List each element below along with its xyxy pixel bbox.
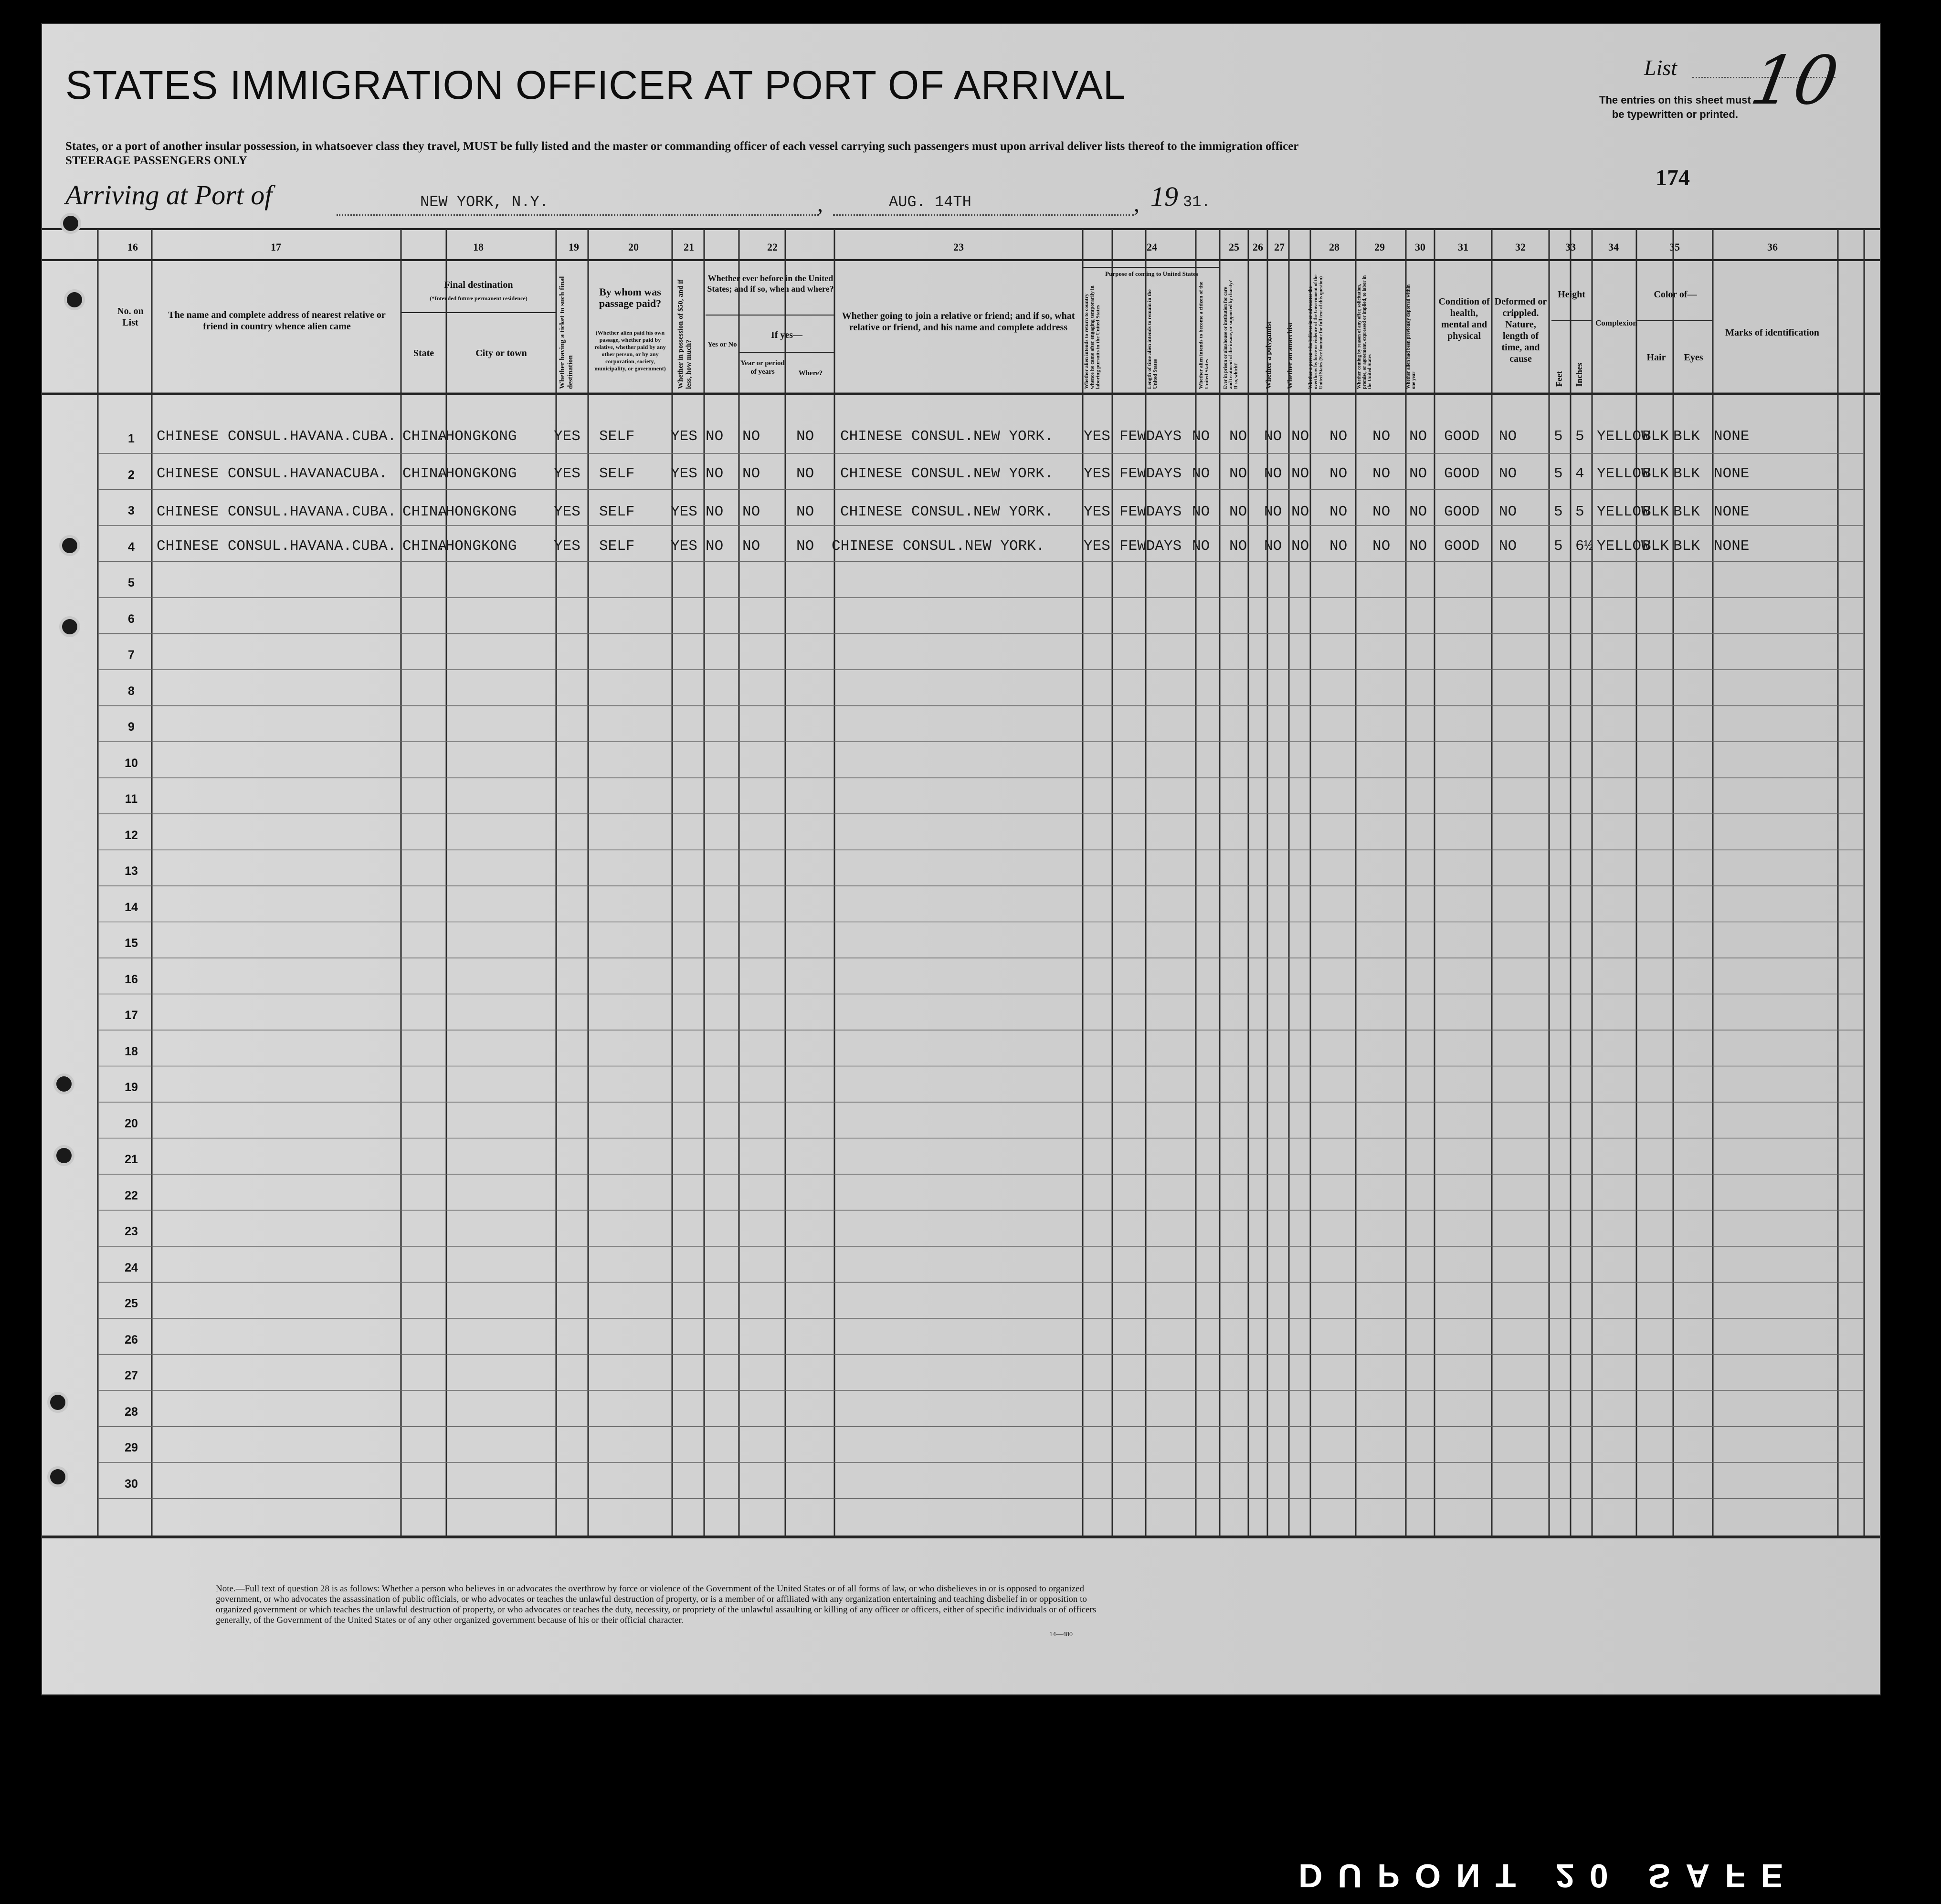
year-value: 31. xyxy=(1183,193,1211,211)
entry-eyes: BLK xyxy=(1673,428,1700,445)
entry-c28: NO xyxy=(1329,504,1348,520)
entry-fifty: YES xyxy=(671,504,697,520)
entry-fifty: YES xyxy=(671,428,697,445)
entry-paid: SELF xyxy=(599,465,635,482)
row-number: 14 xyxy=(125,900,138,914)
column-number: 16 xyxy=(127,241,138,253)
header-complexion: Complexion xyxy=(1595,318,1637,327)
entry-c25: NO xyxy=(1229,465,1247,482)
entry-c30: NO xyxy=(1409,465,1427,482)
entry-where: NO xyxy=(796,538,814,555)
entry-inches: 5 xyxy=(1575,504,1584,520)
column-number: 20 xyxy=(628,241,639,253)
column-number: 26 xyxy=(1253,241,1263,253)
column-number: 21 xyxy=(684,241,694,253)
entry-ticket: YES xyxy=(554,538,580,555)
entry-length: FEWDAYS xyxy=(1119,504,1182,520)
instructions-line-2: STEERAGE PASSENGERS ONLY xyxy=(65,154,247,167)
entry-eyes: BLK xyxy=(1673,504,1700,520)
entry-return: YES xyxy=(1084,504,1110,520)
sheet-number: 174 xyxy=(1656,165,1690,190)
row-number: 24 xyxy=(125,1261,138,1274)
row-number: 29 xyxy=(125,1441,138,1454)
entry-complexion: YELLOW xyxy=(1597,504,1650,520)
entry-state: CHINA xyxy=(402,538,447,555)
entry-complexion: YELLOW xyxy=(1597,465,1650,482)
column-number: 34 xyxy=(1608,241,1619,253)
entry-return: YES xyxy=(1084,538,1110,555)
row-number: 19 xyxy=(125,1081,138,1094)
row-number: 15 xyxy=(125,936,138,950)
entry-marks: NONE xyxy=(1714,465,1750,482)
entry-c27: NO xyxy=(1291,428,1309,445)
row-number: 3 xyxy=(128,504,135,517)
header-purpose-citizen: Whether alien intends to become a citizen of the United States xyxy=(1198,282,1210,389)
entry-city: .HONGKONG xyxy=(437,504,517,520)
header-col30: Whether alien had been previously deported within one year xyxy=(1406,284,1416,389)
entry-c25: NO xyxy=(1229,538,1247,555)
row-number: 11 xyxy=(125,792,138,806)
entry-relative: CHINESE CONSUL.HAVANA.CUBA. xyxy=(157,504,397,520)
footnote: Note.—Full text of question 28 is as follows: Whether a person who believes in or advocates the overthrow by force or violence of the Government of the United States or of all forms of law, or who disbelieves in or is opposed to organized government, or who advocates the assassination of public officials, or who advocates or teaches the unlawful destruction of property, or is a member of or affiliated with any organization entertaining and teaching disbelief in or opposition to organized government or which teaches the unlawful destruction of property, or who advocates or teaches the duty, necessity, or propriety of the unlawful assaulting or killing of any officer or officers, either of specific individuals or of officers generally, of the Government of the United States or of any other organized government because of his or their official character. xyxy=(216,1584,1097,1625)
header-final-destination-note: (*Intended future permanent residence) xyxy=(430,295,527,302)
entry-fifty: YES xyxy=(671,465,697,482)
header-inches: Inches xyxy=(1574,362,1584,387)
row-number: 23 xyxy=(125,1225,138,1238)
header-before-in-us: Whether ever before in the United States; and if so, when and where? xyxy=(707,274,834,294)
entry-hair: BLK xyxy=(1642,504,1669,520)
entry-c26: NO xyxy=(1264,465,1282,482)
page-title: STATES IMMIGRATION OFFICER AT PORT OF ARRIVAL xyxy=(65,63,1126,107)
entry-return: YES xyxy=(1084,465,1110,482)
header-col28: Whether a person who believes in or advocates the overthrow by force or violence of the Government of the United States (See footnote for full text of this question) xyxy=(1308,274,1324,389)
column-number: 29 xyxy=(1374,241,1385,253)
punch-hole xyxy=(62,538,77,553)
column-number: 27 xyxy=(1274,241,1285,253)
row-number: 12 xyxy=(125,828,138,842)
year-prefix: 19 xyxy=(1150,181,1178,212)
entry-city: .HONGKONG xyxy=(437,428,517,445)
header-where: Where? xyxy=(798,369,823,377)
entry-c29: NO xyxy=(1372,428,1391,445)
entry-eyes: BLK xyxy=(1673,538,1700,555)
entry-deformed: NO xyxy=(1499,504,1517,520)
column-number: 22 xyxy=(767,241,778,253)
row-number: 28 xyxy=(125,1405,138,1419)
punch-hole xyxy=(62,619,77,634)
entry-state: CHINA xyxy=(402,465,447,482)
entry-where: NO xyxy=(796,465,814,482)
entry-feet: 5 xyxy=(1554,465,1563,482)
header-condition: Condition of health, mental and physical xyxy=(1438,296,1490,341)
punch-hole xyxy=(56,1076,72,1092)
entry-inches: 4 xyxy=(1575,465,1584,482)
header-final-destination: Final destination xyxy=(444,280,513,290)
arriving-label: Arriving at Port of xyxy=(65,179,273,210)
list-number-handwritten: 10 xyxy=(1745,42,1844,120)
entries-note: The entries on this sheet must be typewritten or printed. xyxy=(1599,94,1751,120)
entry-deformed: NO xyxy=(1499,428,1517,445)
header-feet: Feet xyxy=(1554,371,1564,387)
entry-citizen: NO xyxy=(1192,538,1210,555)
entry-state: CHINA xyxy=(402,504,447,520)
form-number: 14—480 xyxy=(1049,1631,1073,1638)
entry-city: .HONGKONG xyxy=(437,538,517,555)
entry-where: NO xyxy=(796,428,814,445)
entry-inches: 5 xyxy=(1575,428,1584,445)
entry-c28: NO xyxy=(1329,538,1348,555)
row-number: 2 xyxy=(128,468,135,482)
row-number: 10 xyxy=(125,756,138,770)
entry-period: NO xyxy=(742,428,760,445)
header-passage-paid: By whom was passage paid? xyxy=(599,286,662,309)
header-relative-address: The name and complete address of nearest relative or friend in country whence alien came xyxy=(168,310,386,332)
entry-paid: SELF xyxy=(599,504,635,520)
entry-c28: NO xyxy=(1329,465,1348,482)
entry-citizen: NO xyxy=(1192,428,1210,445)
entry-relative: CHINESE CONSUL.HAVANA.CUBA. xyxy=(157,538,397,555)
header-col26: Whether a polygamist xyxy=(1265,321,1273,389)
punch-hole xyxy=(50,1395,65,1410)
entry-c26: NO xyxy=(1264,504,1282,520)
column-number: 18 xyxy=(473,241,484,253)
entry-period: NO xyxy=(742,465,760,482)
row-number: 4 xyxy=(128,540,135,554)
header-passage-paid-note: (Whether alien paid his own passage, whether paid by relative, whether paid by any other person, or by any corporation, society, municipality, or government) xyxy=(594,329,666,372)
entry-relative: CHINESE CONSUL.HAVANA.CUBA. xyxy=(157,428,397,445)
header-col29: Whether coming by reason of any offer, solicitation, promise, or agreement, expressed or implied, to labor in the United States xyxy=(1357,275,1372,389)
entry-c26: NO xyxy=(1264,428,1282,445)
row-number: 7 xyxy=(128,648,135,662)
entry-citizen: NO xyxy=(1192,465,1210,482)
entry-feet: 5 xyxy=(1554,428,1563,445)
row-number: 16 xyxy=(125,972,138,986)
entry-c27: NO xyxy=(1291,504,1309,520)
entry-where: NO xyxy=(796,504,814,520)
entry-city: .HONGKONG xyxy=(437,465,517,482)
entry-return: YES xyxy=(1084,428,1110,445)
entry-feet: 5 xyxy=(1554,538,1563,555)
entry-hair: BLK xyxy=(1642,428,1669,445)
entry-fifty: YES xyxy=(671,538,697,555)
list-label: List xyxy=(1644,55,1677,80)
column-number: 30 xyxy=(1415,241,1425,253)
entry-marks: NONE xyxy=(1714,428,1750,445)
column-number: 17 xyxy=(271,241,281,253)
header-yes-no: Yes or No xyxy=(707,341,737,348)
header-if-yes: If yes— xyxy=(770,330,803,340)
entry-health: GOOD xyxy=(1444,465,1480,482)
header-ticket: Whether having a ticket to such final destination xyxy=(559,276,574,389)
punch-hole xyxy=(63,216,78,231)
punch-hole xyxy=(56,1148,72,1163)
entry-hair: BLK xyxy=(1642,538,1669,555)
entry-length: FEWDAYS xyxy=(1119,428,1182,445)
entry-before: NO xyxy=(706,504,724,520)
header-possession-50: Whether in possession of $50, and if less, how much? xyxy=(677,279,693,389)
entry-c27: NO xyxy=(1291,538,1309,555)
entry-c25: NO xyxy=(1229,504,1247,520)
entry-ticket: YES xyxy=(554,428,580,445)
entry-citizen: NO xyxy=(1192,504,1210,520)
entry-ticket: YES xyxy=(554,504,580,520)
row-number: 22 xyxy=(125,1189,138,1202)
row-number: 6 xyxy=(128,612,135,626)
instructions-line-1: States, or a port of another insular possession, in whatsoever class they travel, MUST be fully listed and the master or commanding officer of each vessel carrying such passengers must upon arrival deliver lists thereof to the immigration officer xyxy=(65,140,1299,153)
entry-ticket: YES xyxy=(554,465,580,482)
row-number: 8 xyxy=(128,684,135,698)
row-number: 25 xyxy=(125,1297,138,1310)
entry-c25: NO xyxy=(1229,428,1247,445)
entry-state: CHINA xyxy=(402,428,447,445)
row-number: 9 xyxy=(128,720,135,734)
entry-health: GOOD xyxy=(1444,428,1480,445)
entry-c30: NO xyxy=(1409,538,1427,555)
column-number: 28 xyxy=(1329,241,1340,253)
entry-eyes: BLK xyxy=(1673,465,1700,482)
header-year-period: Year or period of years xyxy=(740,359,785,376)
entry-c30: NO xyxy=(1409,428,1427,445)
header-city: City or town xyxy=(475,348,527,358)
entry-complexion: YELLOW xyxy=(1597,428,1650,445)
row-number: 5 xyxy=(128,576,135,589)
column-number: 31 xyxy=(1458,241,1468,253)
entry-length: FEWDAYS xyxy=(1119,538,1182,555)
entry-paid: SELF xyxy=(599,538,635,555)
entry-c27: NO xyxy=(1291,465,1309,482)
row-number: 17 xyxy=(125,1009,138,1022)
entry-c30: NO xyxy=(1409,504,1427,520)
entry-paid: SELF xyxy=(599,428,635,445)
entry-before: NO xyxy=(706,428,724,445)
entry-deformed: NO xyxy=(1499,465,1517,482)
entry-join: CHINESE CONSUL.NEW YORK. xyxy=(832,538,1045,555)
column-number: 35 xyxy=(1669,241,1680,253)
header-deformed: Deformed or crippled. Nature, length of time, and cause xyxy=(1494,296,1547,364)
entry-deformed: NO xyxy=(1499,538,1517,555)
header-join-relative: Whether going to join a relative or friend; and if so, what relative or friend, and his name and complete address xyxy=(842,311,1075,333)
header-marks: Marks of identification xyxy=(1725,327,1819,338)
row-number: 26 xyxy=(125,1333,138,1346)
punch-hole xyxy=(50,1469,65,1484)
column-number: 19 xyxy=(569,241,579,253)
header-eyes: Eyes xyxy=(1684,352,1703,363)
row-number: 18 xyxy=(125,1044,138,1058)
column-number: 23 xyxy=(953,241,964,253)
header-hair: Hair xyxy=(1646,352,1666,363)
entry-join: CHINESE CONSUL.NEW YORK. xyxy=(840,465,1054,482)
entry-inches: 6½ xyxy=(1575,538,1593,555)
punch-hole xyxy=(67,292,82,307)
entry-join: CHINESE CONSUL.NEW YORK. xyxy=(840,504,1054,520)
column-number: 32 xyxy=(1515,241,1526,253)
header-height: Height xyxy=(1558,289,1585,300)
header-no-on-list: No. on List xyxy=(117,306,144,328)
entry-before: NO xyxy=(706,538,724,555)
header-color-of: Color of— xyxy=(1654,289,1697,300)
row-number: 1 xyxy=(128,432,135,445)
column-number: 24 xyxy=(1147,241,1157,253)
entry-feet: 5 xyxy=(1554,504,1563,520)
entry-health: GOOD xyxy=(1444,538,1480,555)
header-purpose: Purpose of coming to United States xyxy=(1105,270,1198,277)
header-col25: Ever in prison or almshouse or institution for care and treatment of the insane, or supported by charity? If so, which? xyxy=(1223,280,1239,389)
column-number: 33 xyxy=(1565,241,1576,253)
port-value: NEW YORK, N.Y. xyxy=(420,193,549,211)
header-state: State xyxy=(413,348,434,358)
entry-c29: NO xyxy=(1372,504,1391,520)
entry-marks: NONE xyxy=(1714,504,1750,520)
row-number: 13 xyxy=(125,864,138,878)
entry-period: NO xyxy=(742,538,760,555)
entry-join: CHINESE CONSUL.NEW YORK. xyxy=(840,428,1054,445)
entry-c29: NO xyxy=(1372,538,1391,555)
entry-health: GOOD xyxy=(1444,504,1480,520)
header-purpose-return: Whether alien intends to return to country whence he came after engaging temporarily in laboring pursuits in the United States xyxy=(1084,285,1101,389)
column-number: 25 xyxy=(1229,241,1239,253)
film-stamp: DUPONT 20 SAFE xyxy=(1298,1857,1798,1894)
entry-length: FEWDAYS xyxy=(1119,465,1182,482)
entry-marks: NONE xyxy=(1714,538,1750,555)
entry-c29: NO xyxy=(1372,465,1391,482)
column-number: 36 xyxy=(1767,241,1778,253)
date-value: AUG. 14TH xyxy=(889,193,971,211)
row-number: 21 xyxy=(125,1153,138,1166)
entry-c28: NO xyxy=(1329,428,1348,445)
header-purpose-length: Length of time alien intends to remain in the United States xyxy=(1147,289,1158,389)
entry-period: NO xyxy=(742,504,760,520)
row-number: 30 xyxy=(125,1477,138,1491)
entry-before: NO xyxy=(706,465,724,482)
entry-c26: NO xyxy=(1264,538,1282,555)
row-number: 27 xyxy=(125,1369,138,1382)
header-col27: Whether an anarchist xyxy=(1287,322,1294,389)
row-number: 20 xyxy=(125,1116,138,1130)
entry-hair: BLK xyxy=(1642,465,1669,482)
entry-complexion: YELLOW xyxy=(1597,538,1650,555)
entry-relative: CHINESE CONSUL.HAVANACUBA. xyxy=(157,465,388,482)
